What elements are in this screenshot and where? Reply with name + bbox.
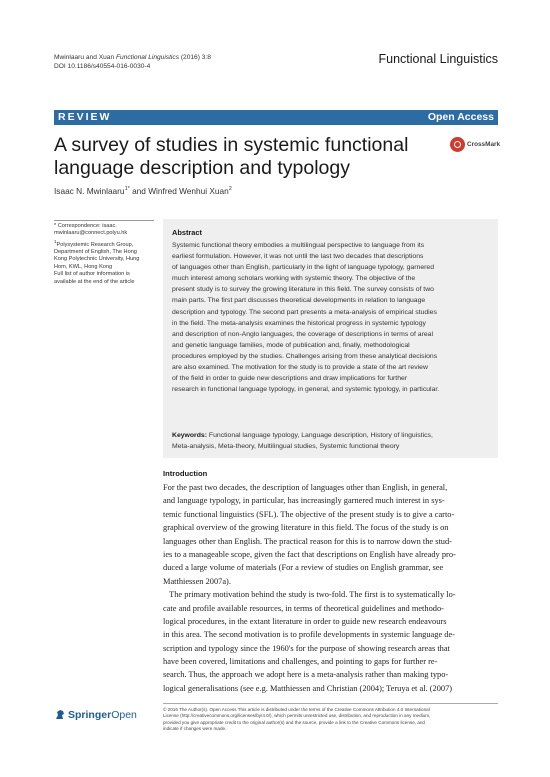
keywords-line <box>172 430 490 441</box>
body-line: logical generalisations (see e.g. Matthiessen and Christian (2004); Teruya et al. (2007) <box>163 683 453 693</box>
abstract-line: description and typology. The second part presents a meta-analysis of empirical studies <box>172 308 437 316</box>
license-line: License (http://creativecommons.org/licenses/by/4.0/), which permits unrestricted use, distribution, and reproduction in any medium, <box>163 713 431 719</box>
correspondence-sidebar <box>54 223 158 286</box>
crossmark-icon <box>450 137 465 152</box>
keywords-label: Keywords: <box>172 432 207 439</box>
body-line: ies to a manageable scope, given the fact that descriptions on English have already pro- <box>163 549 456 559</box>
license-notice <box>163 707 503 732</box>
body-line: duced a large volume of materials (For a review of studies on English grammar, see <box>163 563 444 573</box>
abstract-line: main parts. The first part discusses theoretical developments in relation to language <box>172 297 426 305</box>
body-line: languages other than English. The practical reason for this is to narrow down the stud- <box>163 536 452 546</box>
body-line: in this area. The second motivation is to profile developments in systemic language de- <box>163 630 455 640</box>
open-access-label: Open Access <box>427 111 494 123</box>
section-heading-introduction: Introduction <box>163 469 208 478</box>
keywords-line: Meta-analysis, Meta-theory, Multilingual studies, Systemic functional theory <box>172 443 400 451</box>
springer-open-logo[interactable] <box>54 709 137 723</box>
author-list <box>54 186 232 196</box>
body-line: For the past two decades, the description of languages other than English, in general, <box>163 483 448 492</box>
affil-marker: 1 <box>54 238 57 244</box>
journal-name: Functional Linguistics <box>378 52 498 66</box>
doi[interactable]: DOI 10.1186/s40554-016-0030-4 <box>54 63 151 70</box>
open-word: Open <box>111 709 137 721</box>
author-2: and Winfred Wenhui Xuan <box>129 186 229 196</box>
abstract-line: and genetic language families, mode of publication and, finally, methodological <box>172 341 410 349</box>
author-1: Isaac N. Mwinlaaru <box>54 186 125 196</box>
body-line: Matthiessen 2007a). <box>163 576 231 586</box>
sidebar-line: available at the end of the article <box>54 278 135 285</box>
abstract-line: much interest among scholars working with systemic theory. The objective of the <box>172 275 416 283</box>
springer-horse-icon <box>54 709 66 721</box>
abstract-line: present study is to survey the growing literature in this field. The survey consists of two <box>172 286 434 294</box>
citation-header <box>54 53 211 71</box>
license-line: indicate if changes were made. <box>163 725 227 731</box>
sidebar-line-text: Polysystemic Research Group, <box>56 241 134 248</box>
abstract-line: and description of non-Anglo languages, the coverage of descriptions in terms of areal <box>172 330 433 338</box>
sidebar-divider <box>54 220 154 221</box>
license-line: provided you give appropriate credit to the original author(s) and the source, provide a link to the Creative Commons license, and <box>163 719 425 725</box>
article-type-banner <box>54 110 498 125</box>
abstract-line: procedures employed by the studies. Challenges arising from these analytical decisions <box>172 352 438 360</box>
abstract-line: in the field. The meta-analysis examines the historical progress in systemic typology <box>172 319 426 327</box>
correspondence-email[interactable]: mwinlaaru@connect.polyu.hk <box>54 230 128 237</box>
abstract-line: of the field in order to guide new descriptions and draw implications for further <box>172 375 408 383</box>
article-type-label: REVIEW <box>58 111 112 123</box>
crossmark-label: CrossMark <box>467 141 501 148</box>
body-line: cate and profile available resources, in terms of theoretical guidelines and methodo- <box>163 603 444 613</box>
keywords <box>172 430 490 452</box>
springer-brand <box>68 709 137 721</box>
sidebar-line: Hom, KWL, Hong Kong <box>54 263 113 270</box>
crossmark-badge[interactable] <box>450 136 501 154</box>
abstract-line: Systemic functional theory embodies a multilingual perspective to language from its <box>172 242 425 249</box>
abstract-heading: Abstract <box>172 228 202 237</box>
article-title: A survey of studies in systemic functional language description and typology <box>54 134 409 179</box>
abstract-box <box>163 219 498 458</box>
body-line: graphical overview of the growing literature in this field. The focus of the study is on <box>163 523 449 533</box>
abstract-body <box>172 240 490 395</box>
body-line: scription and typology since the 1960's for the purpose of showing research areas that <box>163 643 450 653</box>
body-line: and language typology, in particular, has increasingly garnered much interest in sys- <box>163 496 445 506</box>
springer-word: Springer <box>68 709 112 721</box>
citation-authors: Mwinlaaru and Xuan <box>54 54 116 61</box>
citation-journal: Functional Linguistics <box>115 54 179 61</box>
sidebar-line: Department of English, The Hong <box>54 249 137 256</box>
author-2-affil: 2 <box>228 186 232 193</box>
abstract-line: research in functional language typology, in general, and systemic typology, in particular. <box>172 386 440 394</box>
abstract-line: are also examined. The motivation for the study is to provide a state of the art review <box>172 364 428 372</box>
license-divider <box>163 703 498 704</box>
body-line: have been covered, limitations and challenges, and pointing to gaps for further re- <box>163 657 438 667</box>
abstract-line: of languages other than English, particularly in the light of language typology, garnered <box>172 264 435 272</box>
body-line: temic functional linguistics (SFL). The objective of the present study is to give a carto- <box>163 509 455 519</box>
sidebar-line: * Correspondence: isaac. <box>54 223 117 229</box>
sidebar-line <box>54 238 158 249</box>
keywords-text: Functional language typology, Language description, History of linguistics, <box>207 432 433 439</box>
author-1-affil: 1* <box>124 186 130 193</box>
abstract-line: earliest formulation. However, it was not until the last two decades that descriptions <box>172 253 424 261</box>
citation-line <box>54 53 211 62</box>
citation-volume: (2016) 3:8 <box>179 54 211 61</box>
body-line: The primary motivation behind the study is two-fold. The first is to systematically lo- <box>163 590 456 600</box>
introduction-body <box>163 481 499 695</box>
sidebar-line: Kong Polytechnic University, Hung <box>54 256 140 263</box>
license-line: © 2016 The Author(s). Open Access This article is distributed under the terms of the Creative Commons Attribution 4.0 International <box>163 707 430 712</box>
body-line: logical procedures, in the extant literature in order to guide new research endeavours <box>163 616 447 626</box>
body-line: search. Thus, the approach we adopt here is a meta-analysis rather than making typo- <box>163 670 449 680</box>
sidebar-line: Full list of author information is <box>54 271 130 278</box>
